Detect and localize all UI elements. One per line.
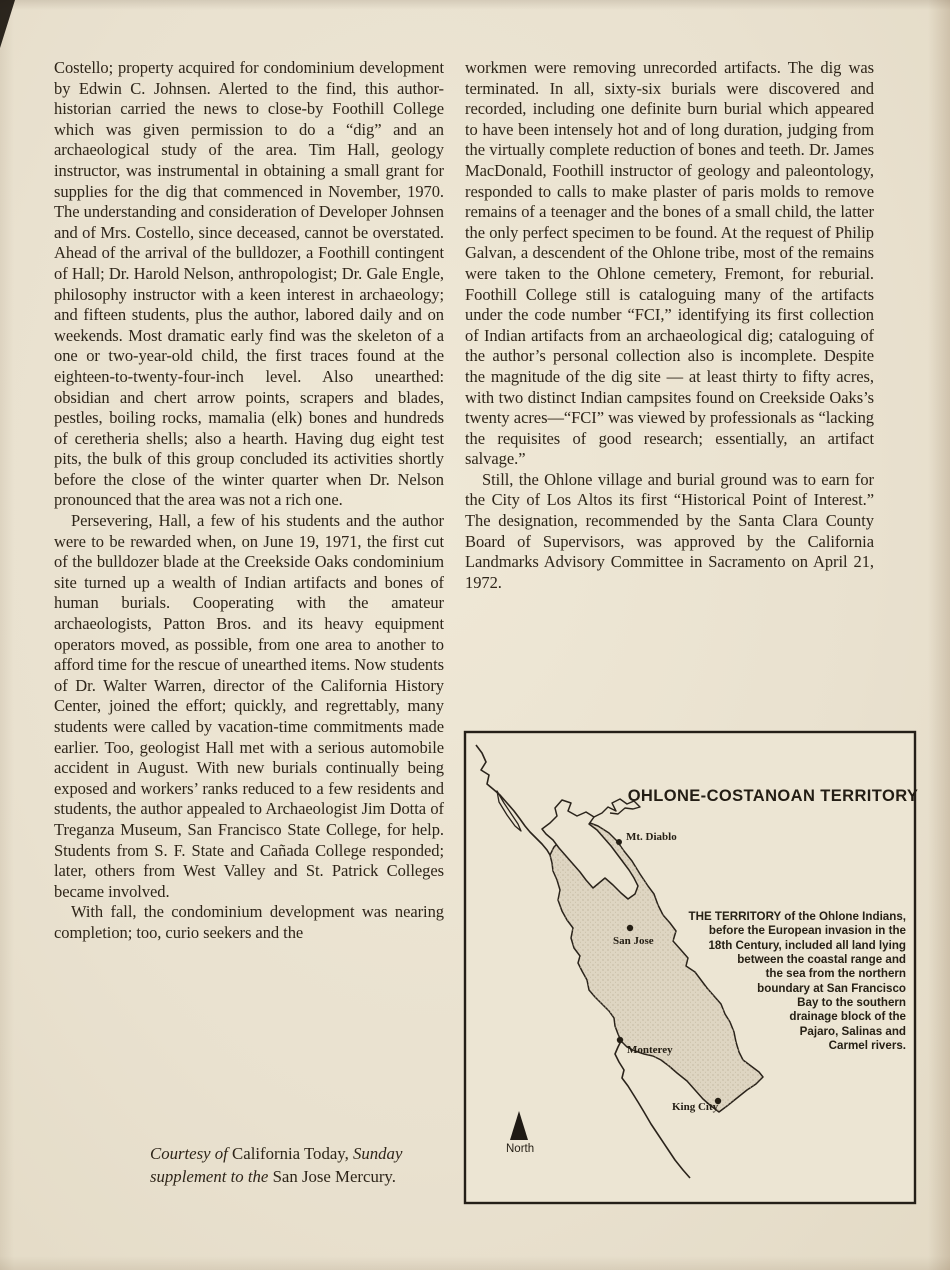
caption-supplement: Sunday supplement to the	[150, 1144, 403, 1186]
territory-map	[462, 729, 918, 1206]
caption-courtesy: Courtesy of	[150, 1144, 233, 1163]
mt-diablo-label: Mt. Diablo	[626, 831, 677, 843]
map-description-line: 18th Century, included all land lying	[708, 939, 906, 952]
map-description-line: Bay to the southern	[797, 996, 906, 1009]
king-city-label: King City	[672, 1101, 719, 1113]
map-description-line: the sea from the northern	[765, 967, 906, 980]
body-paragraph: With fall, the condominium development was nearing completion; too, curio seekers and the	[54, 902, 444, 942]
caption-publication: California Today,	[232, 1144, 353, 1163]
body-paragraph: Still, the Ohlone village and burial ground was to earn for the City of Los Altos its first “Historical Point of Interest.” The designation, recommended by the Santa Clara County Board of Supervisors, was approved by the California Landmarks Advisory Committee in Sacramento on April 21, 1972.	[465, 469, 874, 592]
san-jose-marker	[627, 925, 633, 931]
map-description-line: drainage block of the	[789, 1010, 906, 1023]
north-label: North	[506, 1143, 535, 1155]
courtesy-caption	[150, 1142, 450, 1188]
map-description-line: THE TERRITORY of the Ohlone Indians,	[688, 910, 906, 923]
right-column	[465, 58, 874, 593]
mt-diablo-marker	[616, 839, 622, 845]
map-title: OHLONE-COSTANOAN TERRITORY	[627, 787, 918, 805]
san-jose-label: San Jose	[613, 935, 654, 947]
monterey-label: Monterey	[627, 1044, 673, 1056]
body-paragraph: Persevering, Hall, a few of his students and the author were to be rewarded when, on June 19, 1971, the first cut of the bulldozer blade at the Creekside Oaks condominium site turned up a wealth of Indian artifacts and bones of human burials. Cooperating with the amateur archaeologists, Patton Bros. and its heavy equipment operators moved, as possible, from one area to another to afford time for the rescue of unearthed items. Now students of Dr. Walter Warren, director of the California History Center, joined the effort; quickly, and regrettably, many students were called by vacation-time commitments made earlier. Too, geologist Hall met with a serious automobile accident in August. With new burials continually being exposed and workers’ ranks reduced to a few residents and students, the author appealed to Archaeologist Jim Dotta of Treganza Museum, San Francisco State College, for help. Students from S. F. State and Cañada College responded; later, others from West Valley and St. Patrick Colleges became involved.	[54, 511, 444, 901]
body-paragraph: workmen were removing unrecorded artifacts. The dig was terminated. In all, sixty-six burials were discovered and recorded, including one definite burn burial which appeared to have been intensely hot and of long duration, judging from the virtually complete reduction of bones and teeth. Dr. James MacDonald, Foothill instructor of geology and paleontology, responded to calls to make plaster of paris molds to remove remains of a teenager and the bones of a small child, the latter the only perfect specimen to be found. At the request of Philip Galvan, a descendent of the Ohlone tribe, most of the remains were taken to the Ohlone cemetery, Fremont, for reburial. Foothill College still is cataloguing many of the artifacts under the code number “FCI,” identifying its first collection of Indian artifacts from an archaeological dig; cataloguing of the author’s personal collection also is incomplete. Despite the magnitude of the dig site — at least thirty to fifty acres, with two distinct Indian campsites found on Creekside Oaks’s twenty acres—“FCI” was viewed by professionals as “lacking the requisites of good research; essentially, an artifact salvage.”	[465, 58, 874, 469]
scan-corner-mark	[0, 0, 15, 48]
map-description-line: before the European invasion in the	[708, 924, 906, 937]
left-column	[54, 58, 444, 944]
map-description-line: between the coastal range and	[737, 953, 906, 966]
map-description-line: Carmel rivers.	[828, 1039, 906, 1052]
map-description-line: boundary at San Francisco	[757, 982, 906, 995]
body-paragraph: Costello; property acquired for condominium development by Edwin C. Johnsen. Alerted to the find, this author-historian carried the news to close-by Foothill College which was given permission to do a “dig” and an archaeological study of the area. Tim Hall, geology instructor, was instrumental in obtaining a small grant for supplies for the dig that commenced in November, 1970. The understanding and consideration of Developer Johnsen and of Mrs. Costello, since deceased, cannot be overstated. Ahead of the arrival of the bulldozer, a Foothill contingent of Hall; Dr. Harold Nelson, anthropologist; Dr. Gale Engle, philosophy instructor with a keen interest in archaeology; and fifteen students, plus the author, labored daily and on weekends. Most dramatic early find was the skeleton of a one or two-year-old child, the first traces found at the eighteen-to-twenty-four-inch level. Also unearthed: obsidian and chert arrow points, scrapers and blades, pestles, boiling rocks, mamalia (elk) bones and hundreds of ceretheria shells; also a hearth. Having dug eight test pits, the bulk of this group concluded its activities shortly before the close of the winter quarter when Dr. Nelson pronounced that the area was not a rich one.	[54, 58, 444, 510]
map-svg	[462, 729, 918, 1206]
map-description-line: Pajaro, Salinas and	[799, 1025, 906, 1038]
monterey-marker	[617, 1037, 623, 1043]
caption-newspaper: San Jose Mercury.	[272, 1167, 396, 1186]
